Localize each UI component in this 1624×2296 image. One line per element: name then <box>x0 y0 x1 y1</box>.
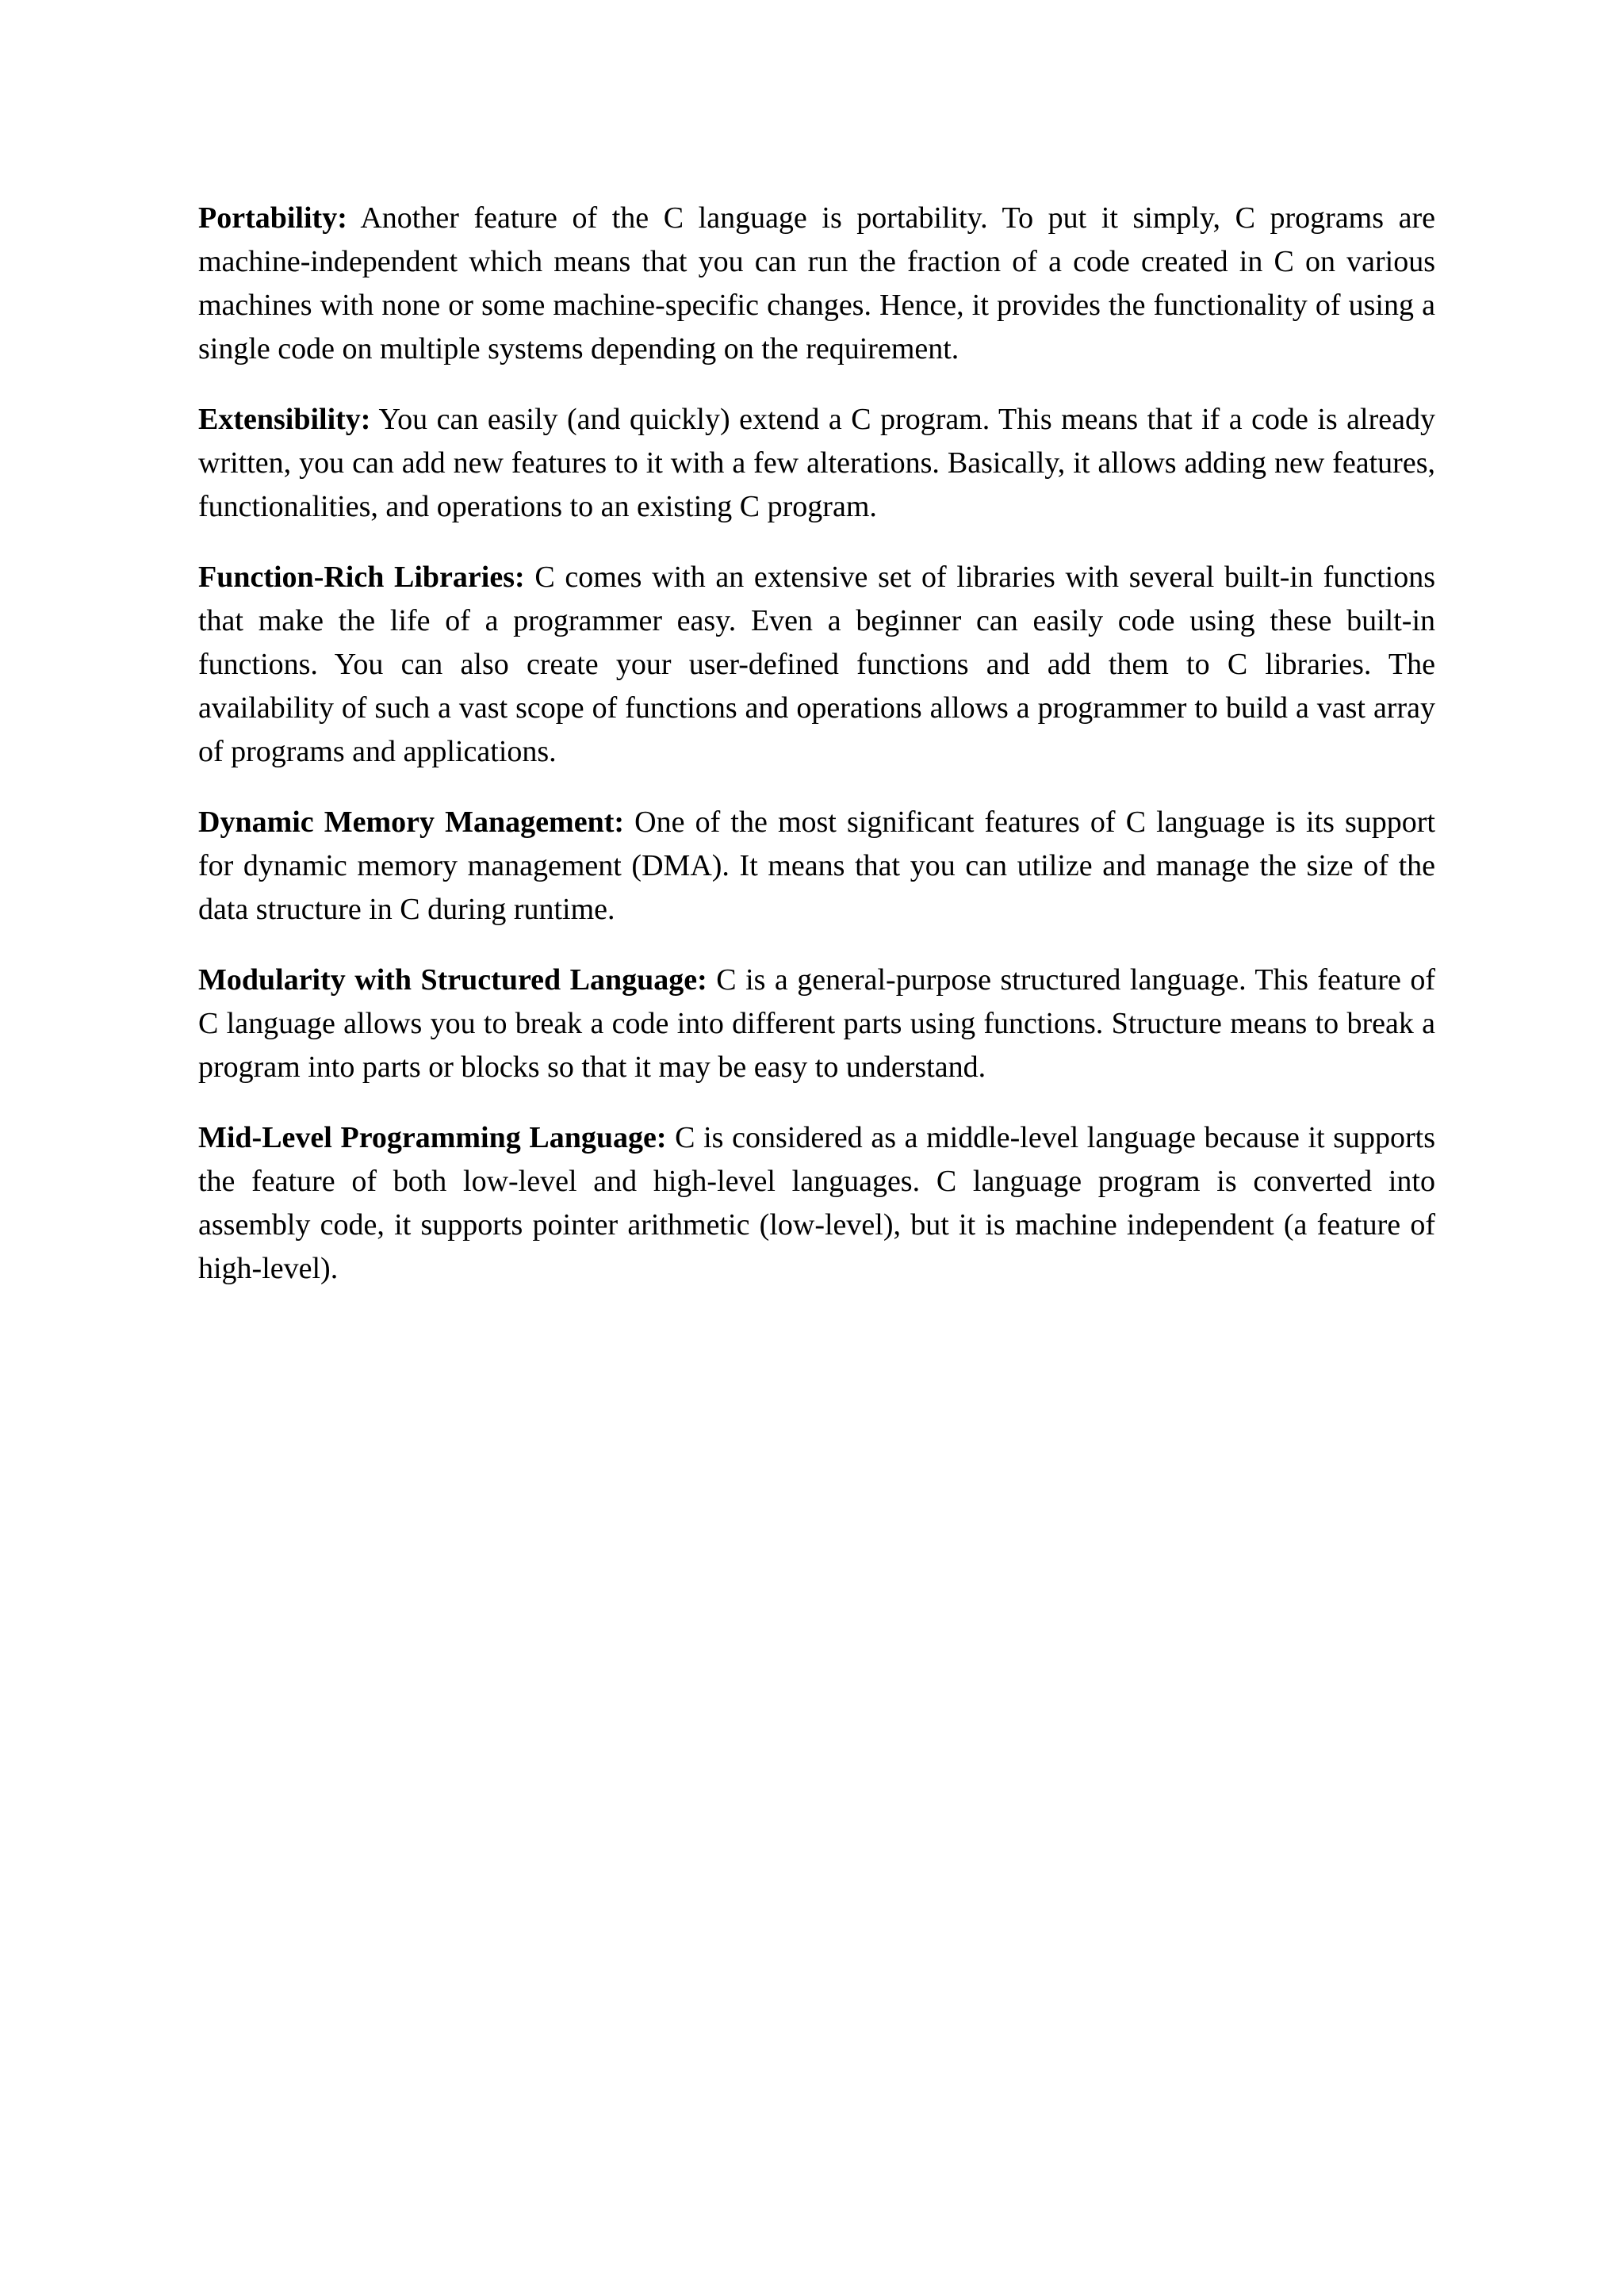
paragraph-term: Function-Rich Libraries: <box>198 561 525 594</box>
paragraph-modularity <box>198 959 1435 1089</box>
paragraph-term: Dynamic Memory Management: <box>198 806 625 839</box>
paragraph-text: You can easily (and quickly) extend a C program. This means that if a code is already written, you can add new features to it with a few alterations. Basically, it allows adding new features, functionalities, and operations to an existing C program. <box>198 403 1435 523</box>
paragraph-extensibility <box>198 398 1435 529</box>
paragraph-mid-level-language <box>198 1116 1435 1291</box>
paragraph-term: Mid-Level Programming Language: <box>198 1121 667 1154</box>
paragraph-portability <box>198 197 1435 371</box>
paragraph-text: Another feature of the C language is portability. To put it simply, C programs are machine-independent which means that you can run the fraction of a code created in C on various machines with none or some machine-specific changes. Hence, it provides the functionality of using a single code on multiple systems depending on the requirement. <box>198 201 1435 365</box>
paragraph-term: Extensibility: <box>198 403 371 436</box>
document-body <box>198 197 1435 1318</box>
paragraph-function-rich-libraries <box>198 556 1435 774</box>
paragraph-text: C comes with an extensive set of libraries with several built-in functions that make the life of a programmer easy. Even a beginner can easily code using these built-in functions. You can also create your user-defined functions and add them to C libraries. The availability of such a vast scope of functions and operations allows a programmer to build a vast array of programs and applications. <box>198 561 1436 768</box>
paragraph-text: One of the most significant features of C language is its support for dynamic memory management (DMA). It means that you can utilize and manage the size of the data structure in C during runtime. <box>198 806 1435 926</box>
paragraph-term: Portability: <box>198 201 347 235</box>
paragraph-text: C is considered as a middle-level language because it supports the feature of both low-level and high-level languages. C language program is converted into assembly code, it supports pointer arithmetic (low-level), but it is machine independent (a feature of high-level). <box>198 1121 1435 1285</box>
paragraph-term: Modularity with Structured Language: <box>198 963 707 997</box>
paragraph-dynamic-memory-management <box>198 801 1435 932</box>
paragraph-text: C is a general-purpose structured language. This feature of C language allows you to break a code into different parts using functions. Structure means to break a program into parts or blocks so that it may be easy to understand. <box>198 963 1435 1084</box>
